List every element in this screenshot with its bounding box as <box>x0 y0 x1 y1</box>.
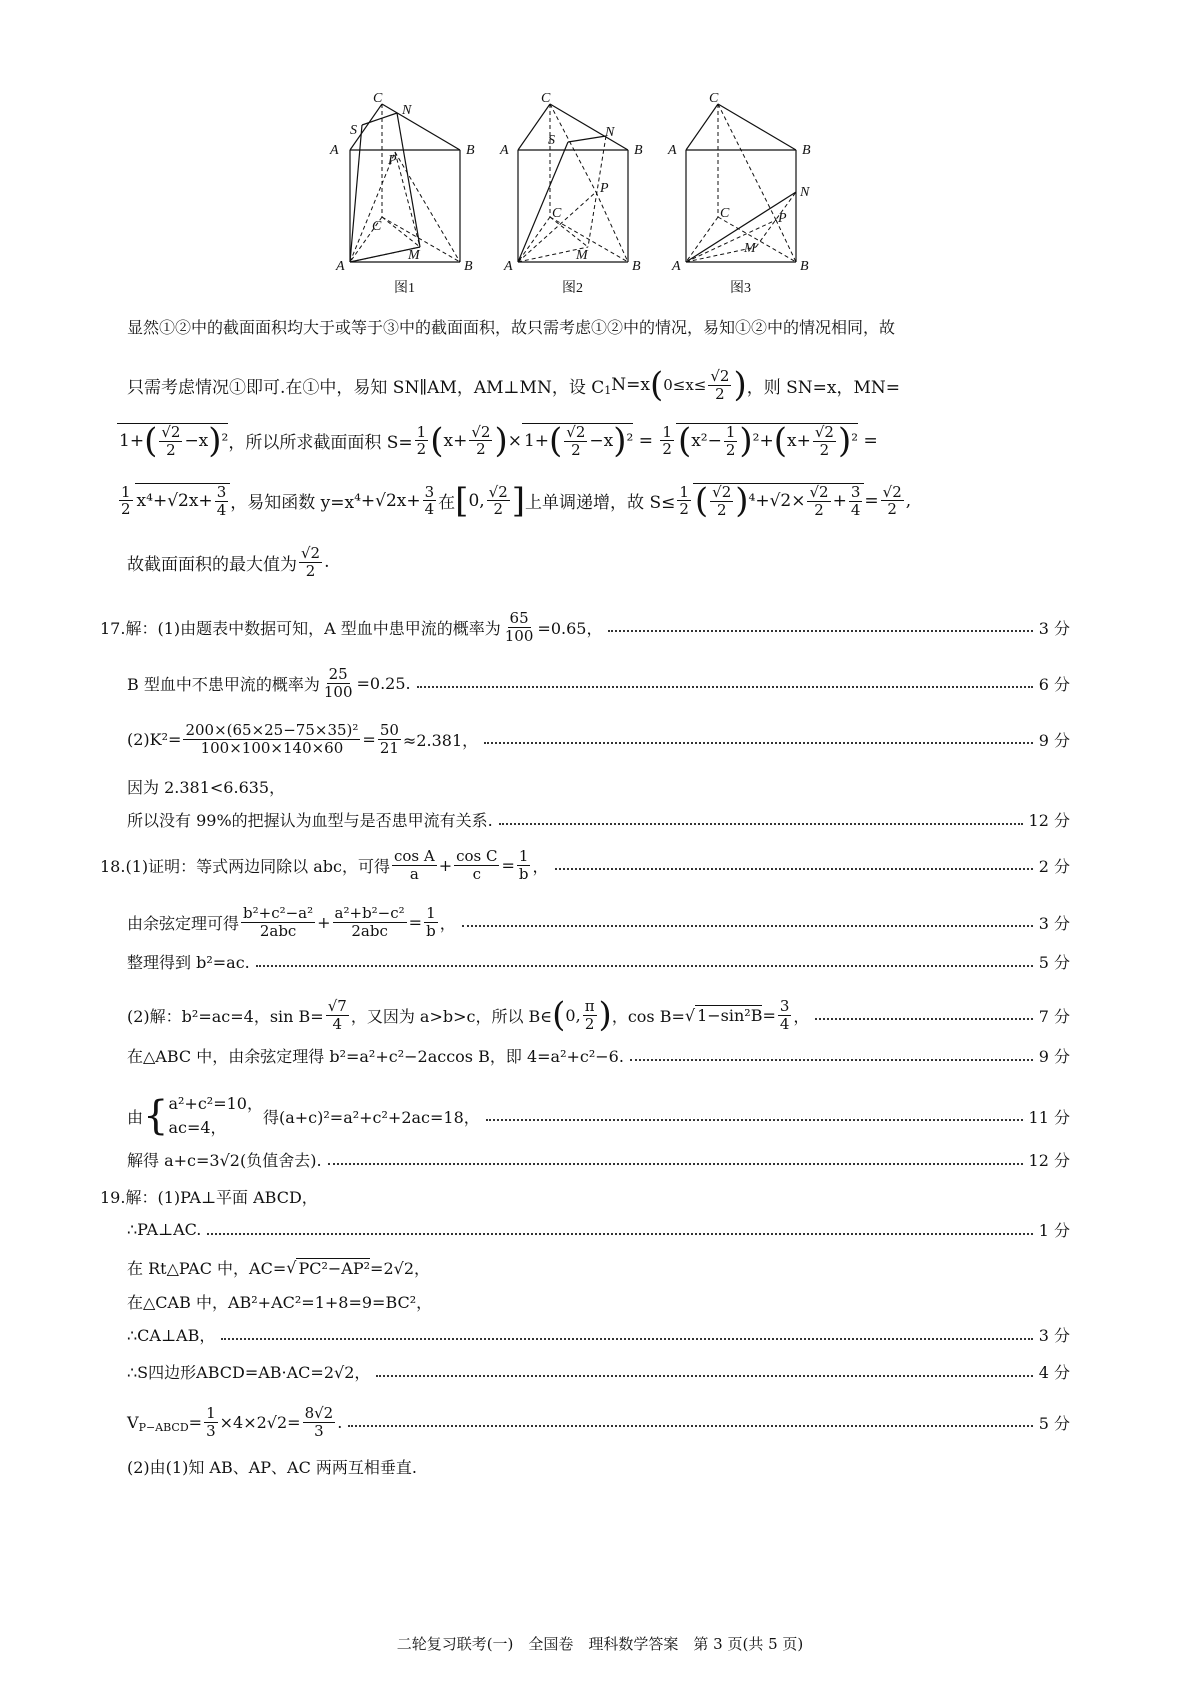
q17-score-3: 9 分 <box>1038 730 1070 750</box>
intro-line-5: 故截面面积的最大值为 $\frac{√2}{2}$ . <box>127 544 330 580</box>
q19-line-3: 在 Rt△PAC 中，AC= √ PC²−AP² =2√2， <box>127 1258 430 1278</box>
label-a: A <box>336 259 345 274</box>
label-a1-3: A <box>668 143 677 158</box>
q19-line-7: V P−ABCD = $\frac{1}{3}$ ×4×2√2= $\frac{8√2}{3}$ . 5 分 <box>127 1404 1070 1440</box>
label-p-3: P <box>778 211 787 226</box>
q18-line-2: 由余弦定理可得 $\frac{\text{b²+c²−a²}}{\text{2abc}}$ + $\frac{\text{a²+b²−c²}}{\text{2abc}}$ = $\frac{1}{b}$ ， 3 分 <box>127 904 1070 940</box>
label-b1-3: B <box>802 143 811 158</box>
label-b1: B <box>466 143 475 158</box>
q17-score-2: 6 分 <box>1038 674 1070 694</box>
intro-line-3: 1+ ( $\frac{√2}{2}$ −x ) ² ，所以所求截面面积 S= $\frac{1}{2}$ ( x+ $\frac{√2}{2}$ ) × 1+ ( $\frac{√2}{2}$ −x ) ² = $\frac{1}{2}$ ( x²− $\frac{1}{2}$ ) ²+ ( x+ $\frac{√2}{2}$ ) ² = <box>119 420 878 461</box>
label-a1-2: A <box>500 143 509 158</box>
q19-line-8: (2)由(1)知 AB、AP、AC 两两互相垂直. <box>127 1458 418 1477</box>
q19-score-5: 3 分 <box>1038 1326 1070 1345</box>
label-s: S <box>350 123 357 138</box>
label-m-2: M <box>576 248 588 263</box>
label-s1: S <box>548 133 555 148</box>
label-c1: C <box>373 91 383 106</box>
q17-line-1: 17.解：(1)由题表中数据可知，A 型血中患甲流的概率为 $\frac{65}{100}$ =0.65， 3 分 <box>100 609 1070 645</box>
label-b-2: B <box>632 259 641 274</box>
q18-line-7: 解得 a+c=3√2(负值舍去). 12 分 <box>127 1148 1070 1171</box>
q18-score-7: 12 分 <box>1028 1151 1070 1170</box>
q18-line-6: 由 { a²+c²=10， ac=4， 得(a+c)²=a²+c²+2ac=18， 11 分 <box>127 1093 1070 1139</box>
label-n1: N <box>605 125 615 140</box>
q17-line-3: (2)K²= $\frac{\text{200×(65×25−75×35)²}}{100\times 100\times 140\times 60}$ = $\frac{50}{21}$ ≈2.381， 9 分 <box>127 721 1070 757</box>
q19-score-7: 5 分 <box>1038 1413 1070 1433</box>
caption-fig3: 图3 <box>730 281 751 296</box>
label-m-3: M <box>744 241 756 256</box>
q19-line-1: 19.解：(1)PA⊥平面 ABCD， <box>100 1188 318 1207</box>
label-b-3: B <box>800 259 809 274</box>
label-n2: N <box>800 185 810 200</box>
q17-score-5: 12 分 <box>1028 811 1070 830</box>
intro-line-4: $\frac{1}{2}$ x⁴+√2x+ $\frac{3}{4}$ ，易知函数 y=x ⁴+√2x+ $\frac{3}{4}$ 在 [ 0, $\frac{√2}{2}$ ] 上单调递增，故 S≤ $\frac{1}{2}$ ( $\frac{√2}{2}$ ) ⁴+√2× $\frac{√2}{2}$ + $\frac{3}{4}$ = $\frac{√2}{2}$ , <box>121 480 912 521</box>
label-b1-2: B <box>634 143 643 158</box>
q19-line-5: ∴CA⊥AB， 3 分 <box>127 1323 1070 1346</box>
prism-figures <box>330 91 890 307</box>
intro-line-1: 显然①②中的截面面积均大于或等于③中的截面面积，故只需考虑①②中的情况，易知①②中的情况相同，故 <box>127 318 896 337</box>
q19-line-4: 在△CAB 中，AB²+AC²=1+8=9=BC²， <box>127 1293 433 1312</box>
intro-line-2: 只需考虑情况①即可.在①中，易知 SN∥AM，AM⊥MN，设 C 1 N=x ( 0≤x≤ $\frac{√2}{2}$ ) ，则 SN=x，MN= <box>127 365 901 405</box>
q19-score-6: 4 分 <box>1038 1363 1070 1382</box>
q18-line-4: (2)解：b²=ac=4，sin B= $\frac{√7}{4}$ ，又因为 a>b>c，所以 B∈ ( 0, $\frac{\pi}{2}$ ) ，cos B= √ 1−sin²B = $\frac{3}{4}$ ， 7 分 <box>127 995 1070 1035</box>
q18-score-3: 5 分 <box>1038 953 1070 972</box>
q17-score-1: 3 分 <box>1038 618 1070 638</box>
q19-score-2: 1 分 <box>1038 1221 1070 1240</box>
label-b: B <box>464 259 473 274</box>
caption-fig1: 图1 <box>394 281 415 296</box>
label-n: N <box>402 103 412 118</box>
label-p-2: P <box>600 181 609 196</box>
q18-line-1: 18.(1)证明：等式两边同除以 abc，可得 $\frac{\text{cos A}}{a}$ + $\frac{\text{cos C}}{c}$ = $\frac{1}{b}$ ， 2 分 <box>100 847 1070 883</box>
q17-line-5: 所以没有 99%的把握认为血型与是否患甲流有关系. 12 分 <box>127 808 1070 831</box>
label-m: M <box>408 248 420 263</box>
q18-score-6: 11 分 <box>1028 1107 1070 1127</box>
q17-line-4: 因为 2.381<6.635， <box>127 778 286 797</box>
q18-line-3: 整理得到 b²=ac. 5 分 <box>127 950 1070 973</box>
caption-fig2: 图2 <box>562 281 583 296</box>
label-c1-3: C <box>709 91 719 106</box>
prism-figures-svg <box>330 91 890 307</box>
q18-score-5: 9 分 <box>1038 1047 1070 1066</box>
q18-score-4: 7 分 <box>1038 1006 1070 1026</box>
q19-line-6: ∴S四边形ABCD=AB·AC=2√2， 4 分 <box>127 1360 1070 1383</box>
q18-score-2: 3 分 <box>1038 913 1070 933</box>
label-c-2: C <box>552 206 562 221</box>
q18-line-5: 在△ABC 中，由余弦定理得 b²=a²+c²−2accos B，即 4=a²+c²−6. 9 分 <box>127 1044 1070 1067</box>
label-a-3: A <box>672 259 681 274</box>
q18-score-1: 2 分 <box>1038 856 1070 876</box>
label-c: C <box>372 219 382 234</box>
page-footer: 二轮复习联考(一) 全国卷 理科数学答案 第 3 页(共 5 页) <box>396 1635 804 1653</box>
label-p: P <box>388 153 397 168</box>
label-a-2: A <box>504 259 513 274</box>
q19-line-2: ∴PA⊥AC. 1 分 <box>127 1220 1070 1240</box>
label-c-3: C <box>720 206 730 221</box>
label-c1-2: C <box>541 91 551 106</box>
label-a1: A <box>330 143 339 158</box>
q17-line-2: B 型血中不患甲流的概率为 $\frac{25}{100}$ =0.25. 6 分 <box>127 665 1070 701</box>
